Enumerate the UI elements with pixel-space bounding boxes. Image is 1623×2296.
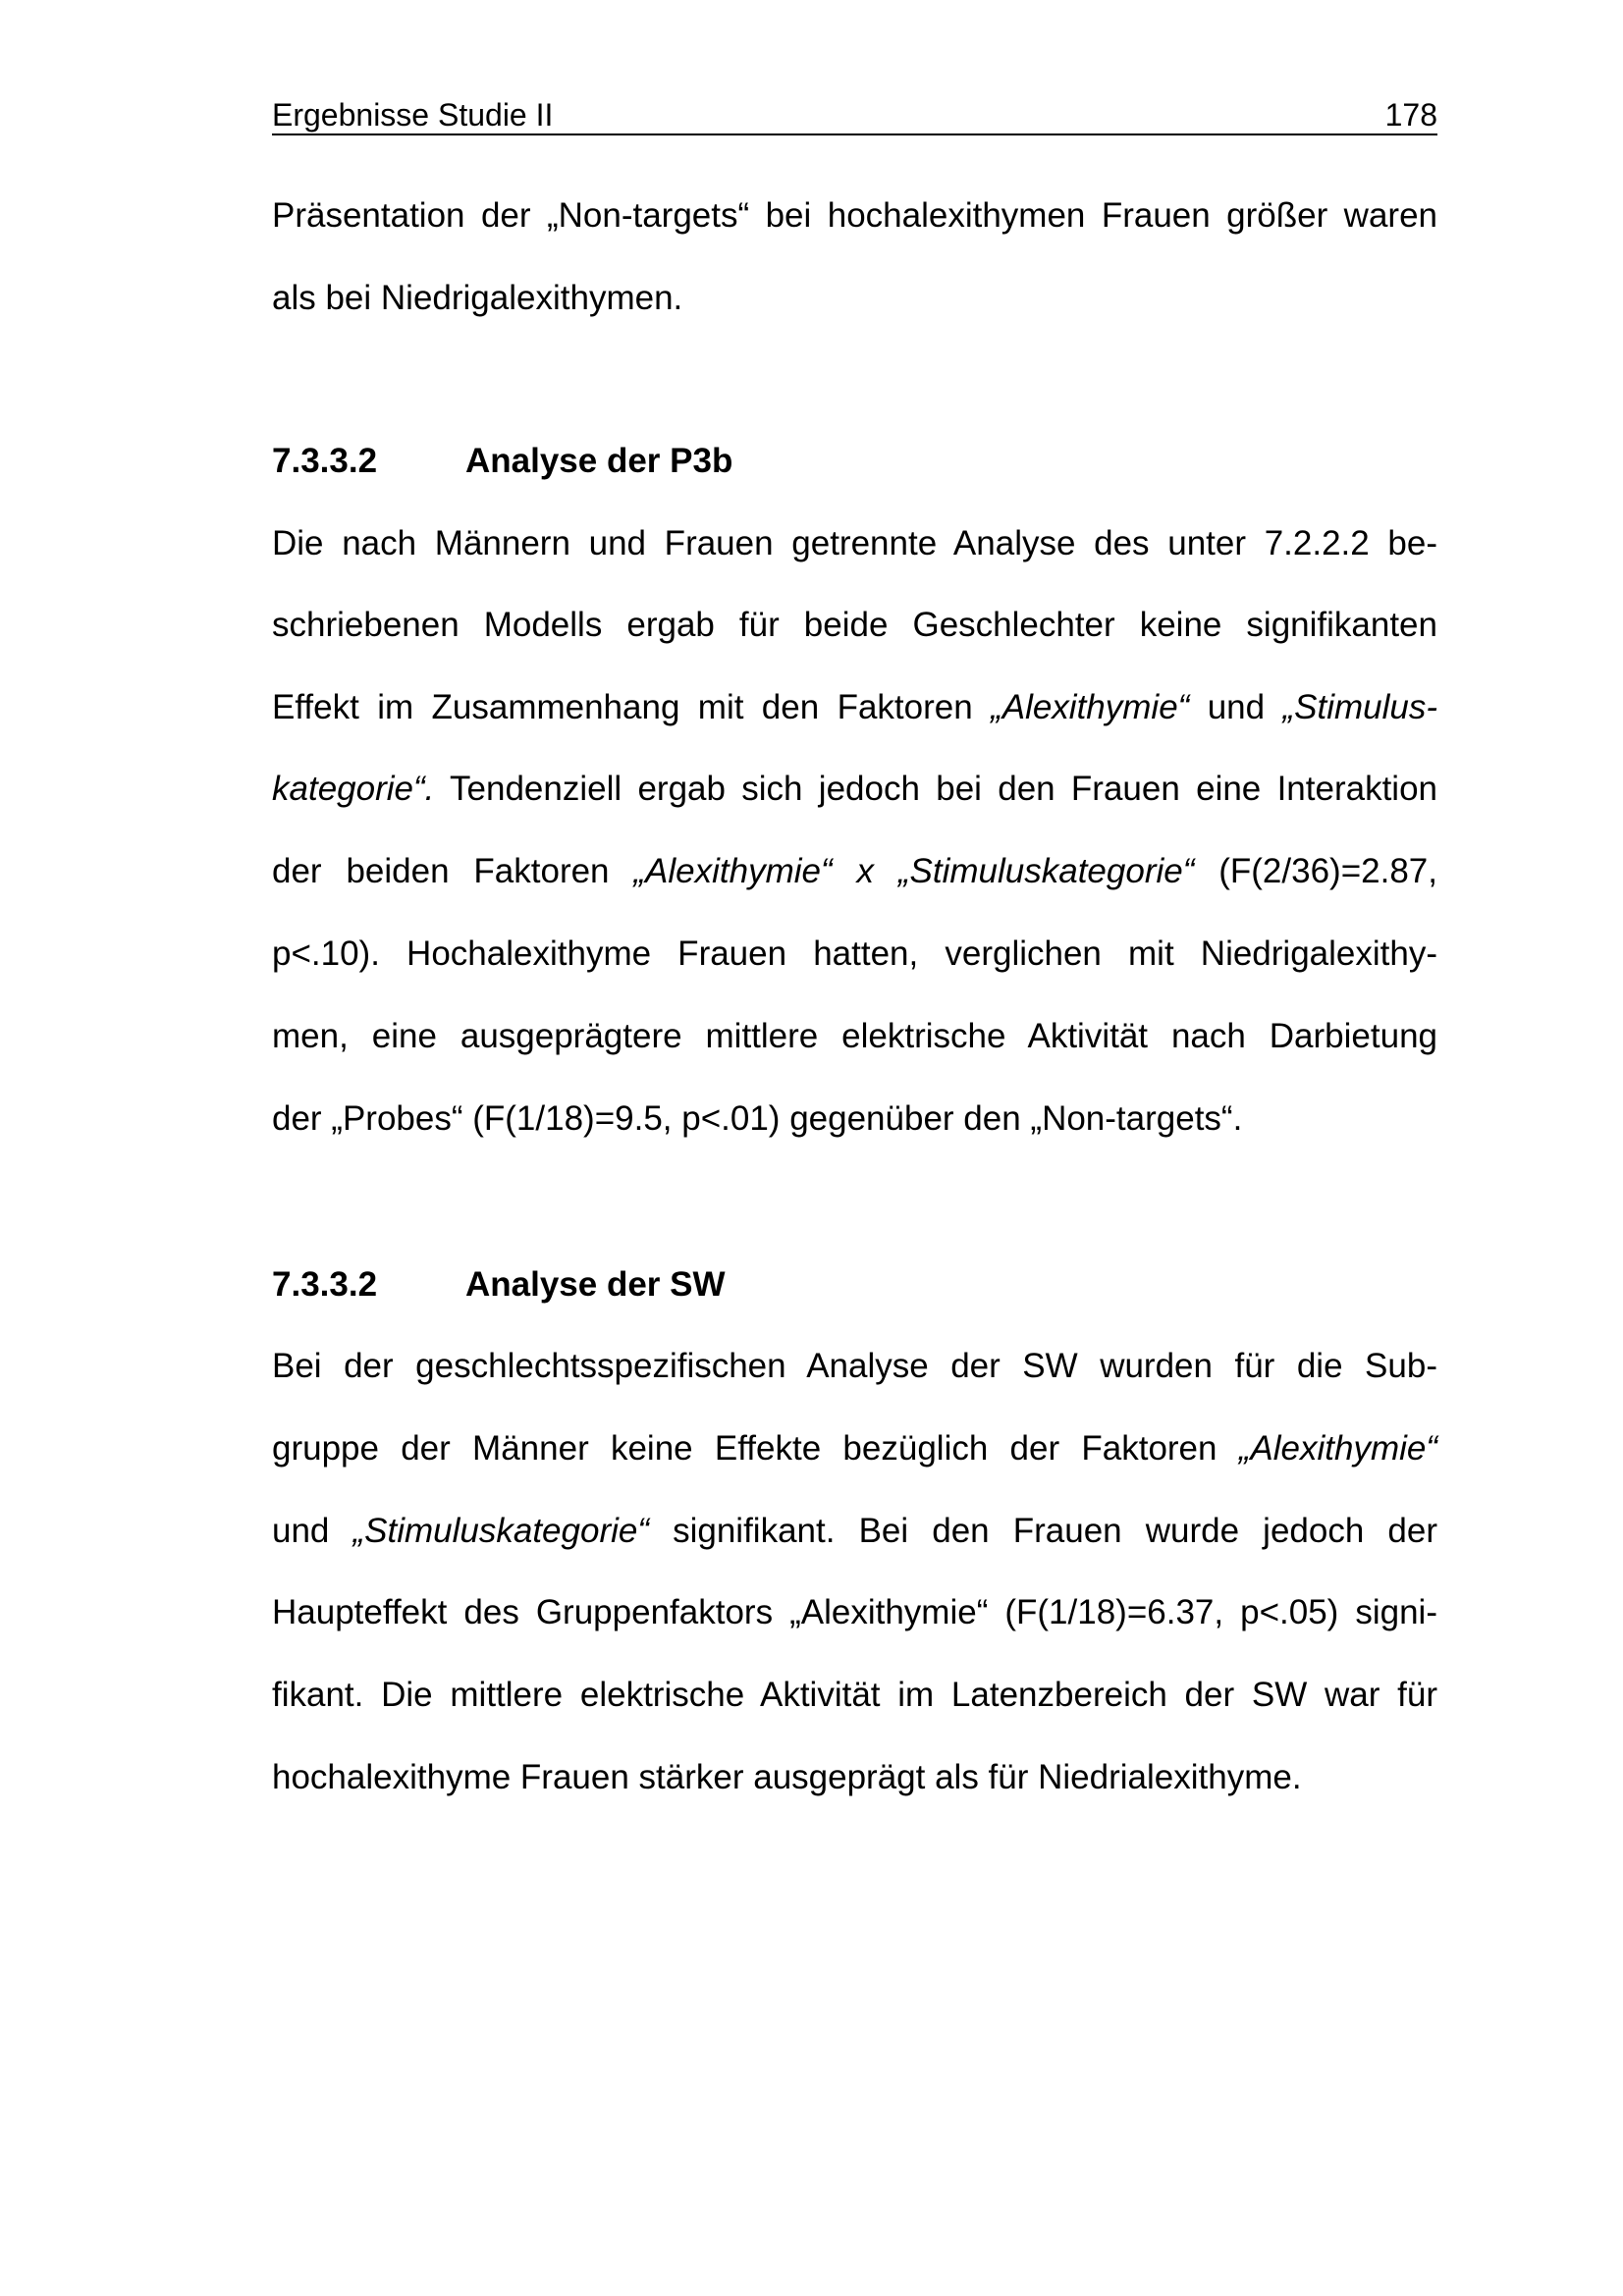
italic-run: „Alexithymie“: [991, 688, 1190, 726]
text-run: Tendenziell ergab sich jedoch bei den Frauen eine Interaktion: [434, 770, 1437, 808]
sw-line-4: Haupteffekt des Gruppenfaktors „Alexithymie“ (F(1/18)=6.37, p<.05) signi-: [272, 1593, 1437, 1631]
intro-line-1: Präsentation der „Non-targets“ bei hochalexithymen Frauen größer waren: [272, 196, 1437, 235]
section-title: Analyse der P3b: [465, 442, 733, 480]
p3b-line-4: [272, 768, 1437, 811]
section-title: Analyse der SW: [465, 1265, 726, 1304]
intro-line-2: als bei Niedrigalexithymen.: [272, 279, 683, 317]
page-number: 178: [1384, 97, 1437, 133]
p3b-line-6: p<.10). Hochalexithyme Frauen hatten, verglichen mit Niedrigalexithy-: [272, 934, 1437, 973]
text-run: Effekt im Zusammenhang mit den Faktoren: [272, 688, 992, 726]
section-heading-sw: [272, 1263, 726, 1307]
section-number: 7.3.3.2: [272, 442, 378, 480]
italic-run: „Stimuluskategorie“: [352, 1512, 649, 1550]
sw-line-1: Bei der geschlechtsspezifischen Analyse der SW wurden für die Sub-: [272, 1347, 1437, 1385]
sw-line-6: hochalexithyme Frauen stärker ausgeprägt als für Niedrialexithyme.: [272, 1758, 1302, 1796]
italic-run: kategorie“.: [272, 770, 435, 808]
p3b-line-5: [272, 850, 1437, 893]
text-run: der beiden Faktoren: [272, 852, 634, 890]
header-title: Ergebnisse Studie II: [272, 97, 554, 133]
section-heading-p3b: [272, 440, 732, 483]
sw-line-2: [272, 1427, 1437, 1470]
section-number: 7.3.3.2: [272, 1265, 378, 1304]
italic-run: „Stimulus-: [1282, 688, 1437, 726]
p3b-line-1: Die nach Männern und Frauen getrennte Analyse des unter 7.2.2.2 be-: [272, 524, 1437, 562]
p3b-line-8: der „Probes“ (F(1/18)=9.5, p<.01) gegenüber den „Non-targets“.: [272, 1099, 1243, 1138]
p3b-line-3: [272, 686, 1437, 729]
sw-line-5: fikant. Die mittlere elektrische Aktivität im Latenzbereich der SW war für: [272, 1676, 1437, 1714]
text-run: gruppe der Männer keine Effekte bezüglich der Faktoren: [272, 1429, 1239, 1468]
italic-run: „Alexithymie“: [1238, 1429, 1437, 1468]
p3b-line-7: men, eine ausgeprägtere mittlere elektrische Aktivität nach Darbietung: [272, 1017, 1437, 1055]
italic-run: „Alexithymie“ x „Stimuluskategorie“: [633, 852, 1195, 890]
sw-line-3: [272, 1510, 1437, 1553]
text-run: signifikant. Bei den Frauen wurde jedoch der: [649, 1512, 1437, 1550]
text-run: und: [272, 1512, 353, 1550]
text-run: und: [1189, 688, 1283, 726]
p3b-line-2: schriebenen Modells ergab für beide Geschlechter keine signifikanten: [272, 606, 1437, 644]
text-run: (F(2/36)=2.87,: [1194, 852, 1437, 890]
page-header: [272, 94, 1437, 135]
